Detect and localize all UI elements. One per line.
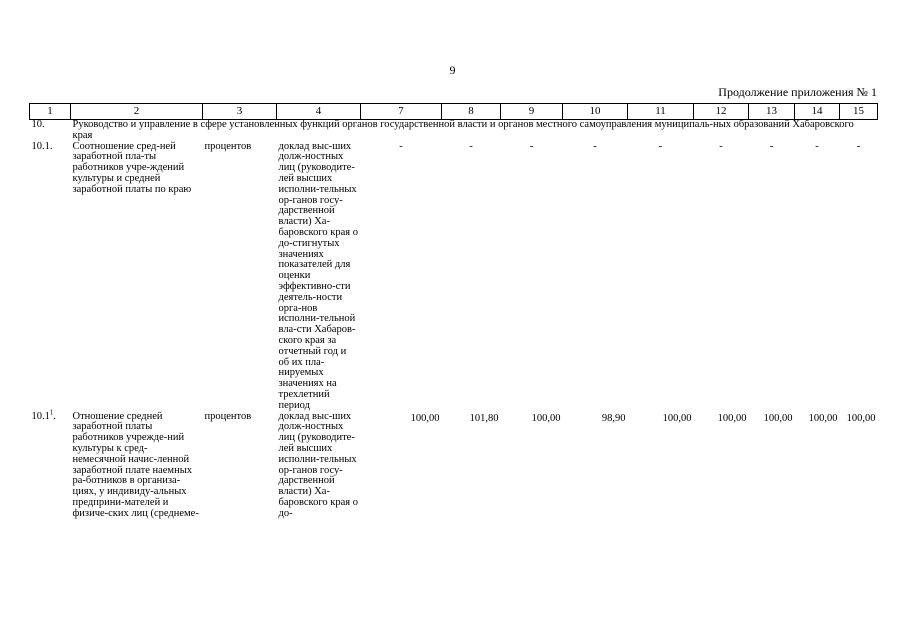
- value-cell: 100,00: [808, 412, 838, 424]
- row-number-suffix: .: [53, 410, 56, 422]
- column-header: 1: [30, 104, 71, 120]
- value-cell: -: [529, 140, 534, 152]
- unit: процентов: [204, 140, 252, 152]
- column-header: 9: [501, 104, 563, 120]
- value-cell: -: [658, 140, 663, 152]
- value-cell: -: [856, 140, 861, 152]
- value-cell: -: [399, 140, 403, 152]
- value-cell: -: [769, 140, 774, 152]
- column-header: 14: [795, 104, 840, 120]
- table-row: [30, 412, 878, 520]
- column-header: 4: [277, 104, 361, 120]
- indicator-name: Отношение средней заработной платы работников учрежде-ний культуры к сред-немесячной начис-ленной заработной плате наемных ра-ботников в организа-циях, у индивиду-альных предприни-мателей и физиче-ских лиц (среднеме-: [72, 410, 199, 519]
- column-header: 10: [563, 104, 628, 120]
- column-header: 7: [361, 104, 442, 120]
- section-row: [30, 120, 878, 142]
- value-cell: 98,90: [601, 412, 626, 424]
- value-cell: -: [469, 140, 473, 152]
- column-header-row: [30, 104, 878, 120]
- table-row: [30, 142, 878, 412]
- section-number: 10.: [31, 119, 45, 130]
- value-cell: 100,00: [763, 412, 793, 424]
- continuation-label: Продолжение приложения № 1: [718, 85, 877, 99]
- page-number: 9: [449, 63, 456, 77]
- column-header: 3: [203, 104, 277, 120]
- column-header: 2: [71, 104, 203, 120]
- value-cell: 100,00: [410, 412, 440, 424]
- row-number-superscript: 1: [49, 408, 54, 417]
- row-number-main: 10.1: [31, 410, 50, 422]
- unit: процентов: [204, 410, 252, 422]
- data-source: доклад выс-ших долж-ностных лиц (руководите-лей высших исполни-тельных ор-ганов госу-дарственной власти) Ха-баровского края о до-: [278, 410, 359, 519]
- data-source: доклад выс-ших долж-ностных лиц (руководите-лей высших исполни-тельных ор-ганов госу-дарственной власти) Ха-баровского края о до-стигнутых значениях показателей для оценки эффективно-сти деятель-ности орга-нов исполни-тельной вла-сти Хабаров-ского края за отчетный год и об их пла-нируемых значениях на трехлетний период: [278, 140, 359, 411]
- indicators-table: [29, 103, 878, 519]
- row-number: 10.1.: [31, 140, 53, 152]
- column-header: 12: [694, 104, 749, 120]
- value-cell: 100,00: [717, 412, 747, 424]
- row-number: [30, 408, 71, 520]
- section-title: Руководство и управление в сфере установленных функций органов государственной власти и органов местного самоуправления муниципаль-ных образований Хабаровского края: [72, 119, 854, 141]
- column-header: 15: [840, 104, 878, 120]
- value-cell: 100,00: [662, 412, 692, 424]
- value-cell: 101,80: [469, 412, 499, 424]
- value-cell: -: [815, 140, 819, 152]
- indicator-name: Соотношение сред-ней заработной пла-ты работников учре-ждений культуры и средней заработной платы по краю: [72, 140, 192, 195]
- value-cell: 100,00: [531, 412, 561, 424]
- column-header: 11: [628, 104, 694, 120]
- value-cell: -: [593, 140, 597, 152]
- column-header: 13: [749, 104, 795, 120]
- column-header: 8: [442, 104, 501, 120]
- value-cell: -: [719, 140, 723, 152]
- value-cell: 100,00: [846, 412, 876, 424]
